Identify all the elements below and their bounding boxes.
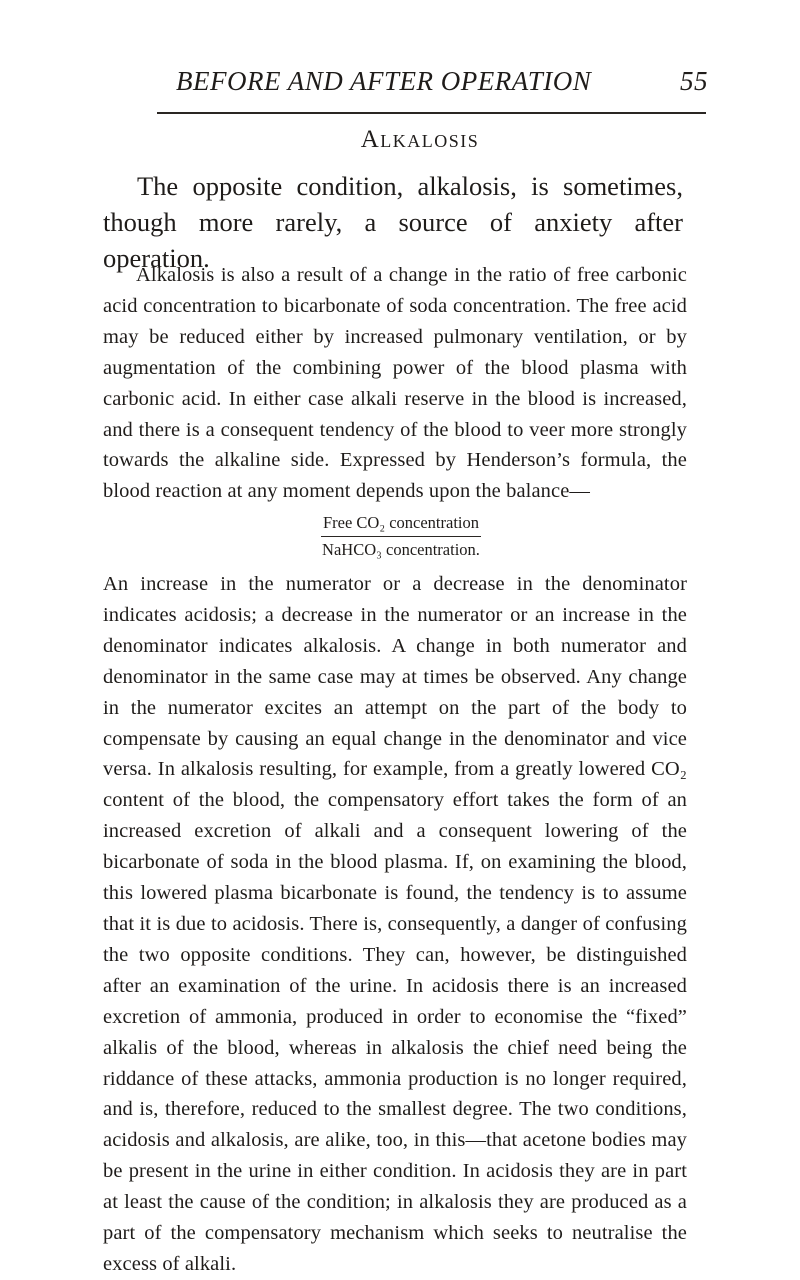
running-title: BEFORE AND AFTER OPERATION: [176, 66, 592, 96]
formula-numerator: Free CO₂ concentration: [321, 512, 481, 537]
header-rule: [157, 112, 706, 114]
section-heading: Alkalosis: [360, 126, 480, 153]
paragraph-2: An increase in the numerator or a decrease in the denominator indicates acidosis; a decrease in the numerator or an increase in the denominator indicates alkalosis. A change in both numerator and denominator in the same case may at times be observed. Any change in the numerator excites an attempt on the part of the body to compensate by causing an equal change in the denominator and vice versa. In alkalosis resulting, for example, from a greatly lowered CO₂ content of the blood, the compensatory effort takes the form of an increased excretion of alkali and a consequent lowering of the bicarbonate of soda in the blood plasma. If, on examining the blood, this lowered plasma bicarbonate is found, the tendency is to assume that it is due to acidosis. There is, consequently, a danger of confusing the two opposite conditions. They can, however, be distinguished after an examination of the urine. In acidosis there is an increased excretion of ammonia, produced in order to economise the “fixed” alkalis of the blood, whereas in alkalosis the chief need being the riddance of these attacks, ammonia production is no longer required, and is, therefore, reduced to the smallest degree. The two conditions, acidosis and alkalosis, are alike, too, in this—that acetone bodies may be present in the urine in either condition. In acidosis they are in part at least the cause of the condition; in alkalosis they are produced as a part of the compensatory mechanism which seeks to neutralise the excess of alkali.: [103, 573, 687, 1275]
formula-denominator: NaHCO₃ concentration.: [322, 540, 480, 559]
lead-paragraph: The opposite condition, alkalosis, is sometimes, though more rarely, a source of anxiety after operation.: [103, 171, 683, 273]
paragraph-1: Alkalosis is also a result of a change in the ratio of free carbonic acid concentration to bicarbonate of soda concentration. The free acid may be reduced either by increased pulmonary ventilation, or by augmentation of the combining power of the blood plasma with carbonic acid. In either case alkali reserve in the blood is increased, and there is a consequent tendency of the blood to veer more strongly towards the alkaline side. Expressed by Henderson’s formula, the blood reaction at any moment depends upon the balance—: [103, 264, 687, 503]
formula-fraction: [321, 512, 481, 561]
running-head: [162, 66, 708, 106]
page-number: 55: [680, 66, 708, 96]
henderson-formula: [0, 512, 800, 561]
